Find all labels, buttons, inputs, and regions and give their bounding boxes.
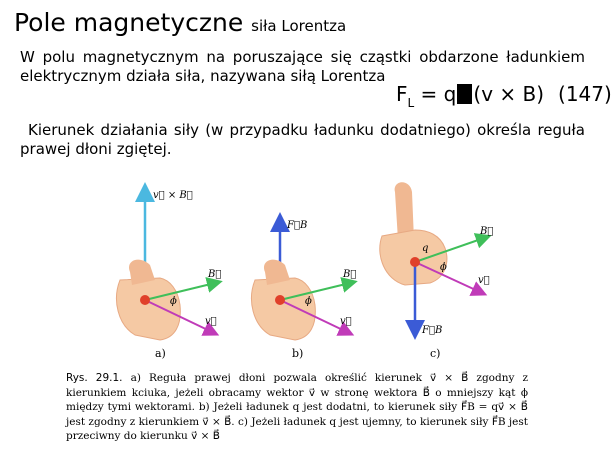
formula-eq: = q [414,82,457,106]
page-subtitle: siła Lorentza [251,17,347,35]
formula-paren-open: ( [473,82,482,106]
formula-lhs-sub: L [407,96,415,110]
label-v-b: v⃗ [340,316,352,327]
formula-number: (147) [558,82,612,106]
formula-body: v × B [481,82,537,106]
charge-dot-c [410,257,420,267]
intro-paragraph: W polu magnetycznym na poruszające się cząstki obdarzone ładunkiem elektrycznym działa siła, nazywana siłą Lorentza [20,48,585,85]
caption-lead: Rys. 29.1. [66,372,123,384]
label-phi-b: ϕ [305,296,312,307]
label-v-cross-b: v⃗ × B⃗ [153,190,193,201]
label-phi-a: ϕ [170,296,177,307]
charge-dot-b [275,295,285,305]
rule-paragraph: Kierunek działania siły (w przypadku ładunku dodatniego) określa reguła prawej dłoni zgiętej. [20,121,585,158]
panel-label-a: a) [155,347,166,360]
label-b-c: B⃗ [480,226,494,237]
caption-text: a) Reguła prawej dłoni pozwala określić kierunek v⃗ × B⃗ zgodny z kierunkiem kciuka, jeżeli obracamy wektor v⃗ w stronę wektora B⃗ o mniejszy kąt ϕ między tymi wektorami. b) Jeżeli ładunek q jest dodatni, to kierunek siły F⃗B = qv⃗ × B⃗ jest zgodny z kierunkiem v⃗ × B⃗. c) Jeżeli ładunek q jest ujemny, to kierunek siły F⃗B jest przeciwny do kierunku v⃗ × B⃗ [66,372,528,442]
charge-dot-a [140,295,150,305]
formula-paren-close: ) [536,82,545,106]
panel-a [116,190,221,360]
label-v-c: v⃗ [478,275,490,286]
hand-a-icon [116,278,180,340]
hand-b-icon [251,278,315,340]
label-fb-c: F⃗B [422,325,443,336]
panel-label-c: c) [430,347,441,360]
label-q-c: q [422,243,429,254]
label-fb-b: F⃗B [287,220,308,231]
label-phi-c: ϕ [440,262,447,273]
panel-label-b: b) [292,347,304,360]
label-b-b: B⃗ [343,269,357,280]
label-v-a: v⃗ [205,316,217,327]
panel-c [380,182,494,360]
formula-lhs: F [396,82,408,106]
panel-b [251,220,356,360]
label-b-a: B⃗ [208,269,222,280]
figure-caption [66,371,528,444]
page-title: Pole magnetyczne siła Lorentza [14,8,347,37]
